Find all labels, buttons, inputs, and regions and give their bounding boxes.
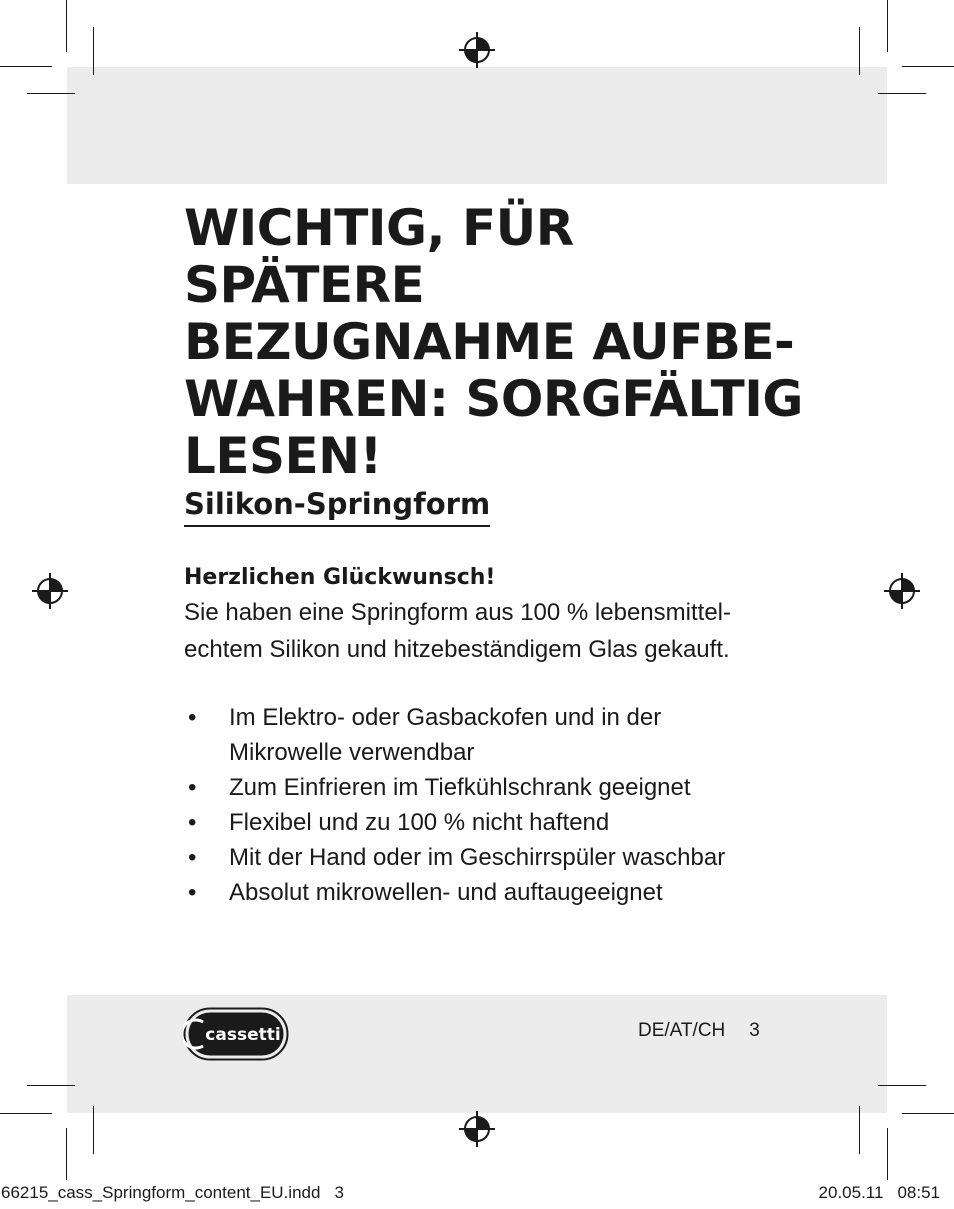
intro-heading: Herzlichen Glückwunsch! (184, 565, 496, 590)
feature-text: Zum Einfrieren im Tiefkühlschrank geeignet (229, 774, 691, 801)
list-item (184, 805, 784, 840)
crop-mark (27, 1085, 75, 1086)
crop-mark (859, 27, 860, 75)
slug-date: 20.05.11 (818, 1183, 884, 1202)
crop-mark (878, 93, 926, 94)
crop-mark (887, 0, 888, 52)
crop-mark (66, 0, 67, 52)
intro-section (184, 562, 784, 668)
product-name-heading: Silikon-Springform (184, 487, 490, 527)
feature-text: Flexibel und zu 100 % nicht haftend (229, 809, 610, 836)
crop-mark (859, 1106, 860, 1154)
crop-mark (66, 1128, 67, 1180)
crop-mark (878, 1085, 926, 1086)
registration-mark-icon (884, 573, 920, 609)
crop-mark (0, 66, 52, 67)
registration-mark-icon (32, 573, 68, 609)
logo-text: cassetti (205, 1025, 281, 1045)
list-item (184, 700, 784, 770)
crop-mark (93, 1106, 94, 1154)
registration-mark-icon (459, 1111, 495, 1147)
list-item (184, 770, 784, 805)
list-item (184, 875, 784, 910)
intro-text: Sie haben eine Springform aus 100 % lebensmittel- echtem Silikon und hitzebeständigem Glas gekauft. (184, 599, 731, 663)
slug-time: 08:51 (897, 1183, 940, 1202)
page-number: 3 (749, 1020, 760, 1041)
feature-text: Im Elektro- oder Gasbackofen und in der Mikrowelle verwendbar (229, 704, 662, 766)
crop-mark (27, 93, 75, 94)
slug-filename: 66215_cass_Springform_content_EU.indd (1, 1183, 321, 1202)
crop-mark (902, 1113, 954, 1114)
bullet-icon: • (188, 879, 197, 906)
bullet-icon: • (188, 774, 197, 801)
bullet-icon: • (188, 809, 197, 836)
crop-mark (887, 1128, 888, 1180)
bullet-icon: • (188, 844, 197, 871)
crop-mark (0, 1113, 52, 1114)
page-footer (638, 1019, 760, 1043)
header-band (67, 67, 887, 184)
bullet-icon: • (188, 704, 197, 731)
crop-mark (902, 66, 954, 67)
list-item (184, 840, 784, 875)
crop-mark (93, 27, 94, 75)
print-slug-date (819, 1182, 940, 1204)
registration-mark-icon (459, 32, 495, 68)
slug-page: 3 (334, 1183, 344, 1202)
feature-text: Absolut mikrowellen- und auftaugeeignet (229, 879, 663, 906)
region-label: DE/AT/CH (638, 1020, 726, 1041)
page-title: WICHTIG, FÜR SPÄTERE BEZUGNAHME AUFBE- WAHREN: SORGFÄLTIG LESEN! (184, 199, 803, 485)
feature-text: Mit der Hand oder im Geschirrspüler waschbar (229, 844, 726, 871)
print-slug-file (1, 1182, 344, 1204)
cassetti-logo (183, 1007, 289, 1061)
feature-list (184, 700, 784, 910)
